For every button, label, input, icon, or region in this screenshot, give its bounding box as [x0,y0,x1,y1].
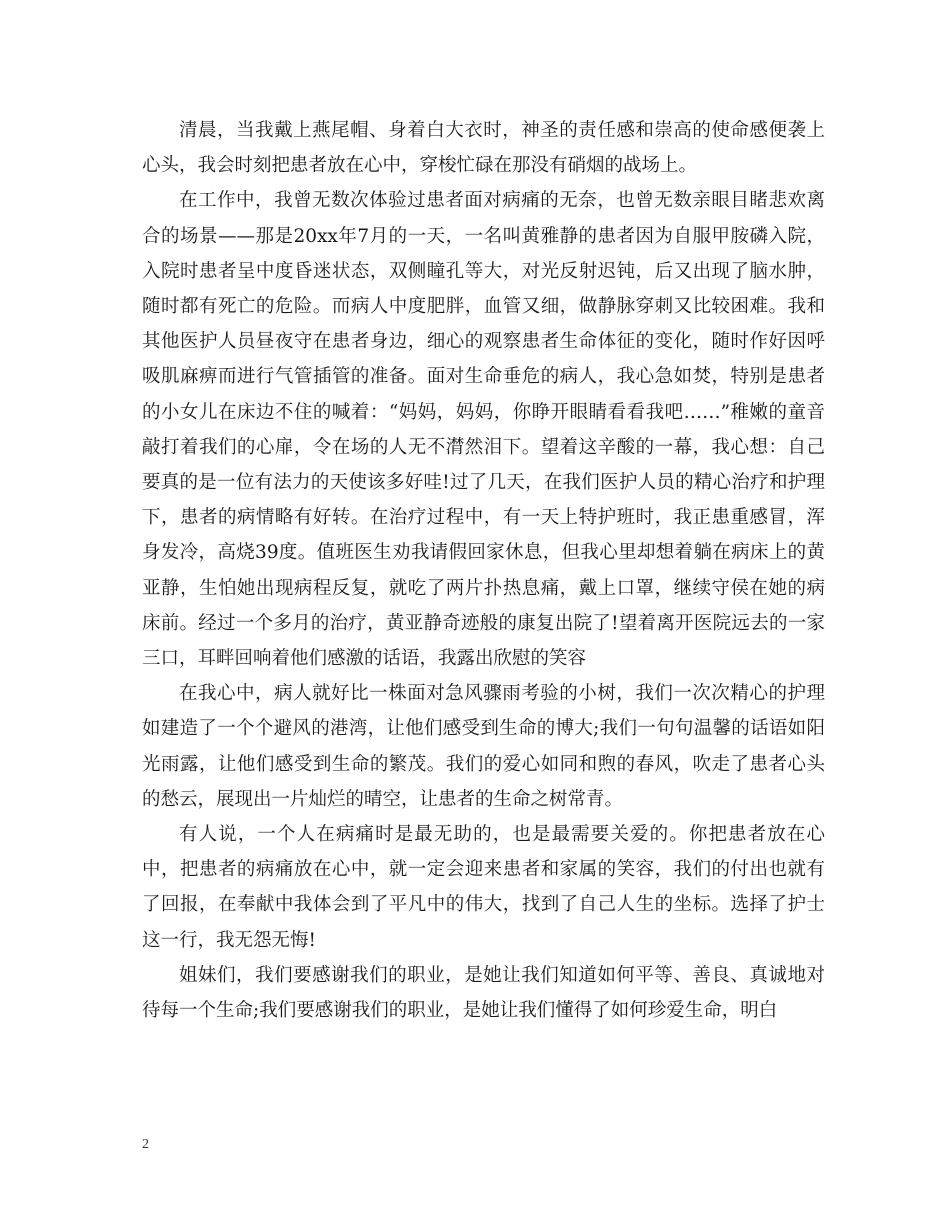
body-text [142,113,825,1028]
page-number: 2 [142,1137,149,1152]
paragraph-1: 清晨，当我戴上燕尾帽、身着白大衣时，神圣的责任感和崇高的使命感便袭上心头，我会时刻把患者放在心中，穿梭忙碌在那没有硝烟的战场上。 [142,120,825,177]
paragraph-3: 在我心中，病人就好比一株面对急风骤雨考验的小树，我们一次次精心的护理如建造了一个个避风的港湾，让他们感受到生命的博大;我们一句句温馨的话语如阳光雨露，让他们感受到生命的繁茂。我们的爱心如同和煦的春风，吹走了患者心头的愁云，展现出一片灿烂的晴空，让患者的生命之树常青。 [142,683,825,810]
paragraph-4: 有人说，一个人在病痛时是最无助的，也是最需要关爱的。你把患者放在心中，把患者的病痛放在心中，就一定会迎来患者和家属的笑容，我们的付出也就有了回报，在奉献中我体会到了平凡中的伟大，找到了自己人生的坐标。选择了护士这一行，我无怨无悔! [142,824,825,951]
paragraph-2: 在工作中，我曾无数次体验过患者面对病痛的无奈，也曾无数亲眼目睹悲欢离合的场景——那是20xx年7月的一天，一名叫黄雅静的患者因为自服甲胺磷入院，入院时患者呈中度昏迷状态，双侧瞳孔等大，对光反射迟钝，后又出现了脑水肿，随时都有死亡的危险。而病人中度肥胖，血管又细，做静脉穿刺又比较困难。我和其他医护人员昼夜守在患者身边，细心的观察患者生命体征的变化，随时作好因呼吸肌麻痹而进行气管插管的准备。面对生命垂危的病人，我心急如焚，特别是患者的小女儿在床边不住的喊着：“妈妈，妈妈，你睁开眼睛看看我吧……”稚嫩的童音敲打着我们的心扉，令在场的人无不潸然泪下。望着这辛酸的一幕，我心想：自己要真的是一位有法力的天使该多好哇!过了几天，在我们医护人员的精心治疗和护理下，患者的病情略有好转。在治疗过程中，有一天上特护班时，我正患重感冒，浑身发冷，高烧39度。值班医生劝我请假回家休息，但我心里却想着躺在病床上的黄亚静，生怕她出现病程反复，就吃了两片扑热息痛，戴上口罩，继续守侯在她的病床前。经过一个多月的治疗，黄亚静奇迹般的康复出院了!望着离开医院远去的一家三口，耳畔回响着他们感激的话语，我露出欣慰的笑容 [142,190,825,670]
paragraph-5: 姐妹们，我们要感谢我们的职业，是她让我们知道如何平等、善良、真诚地对待每一个生命;我们要感谢我们的职业，是她让我们懂得了如何珍爱生命，明白 [142,964,825,1022]
